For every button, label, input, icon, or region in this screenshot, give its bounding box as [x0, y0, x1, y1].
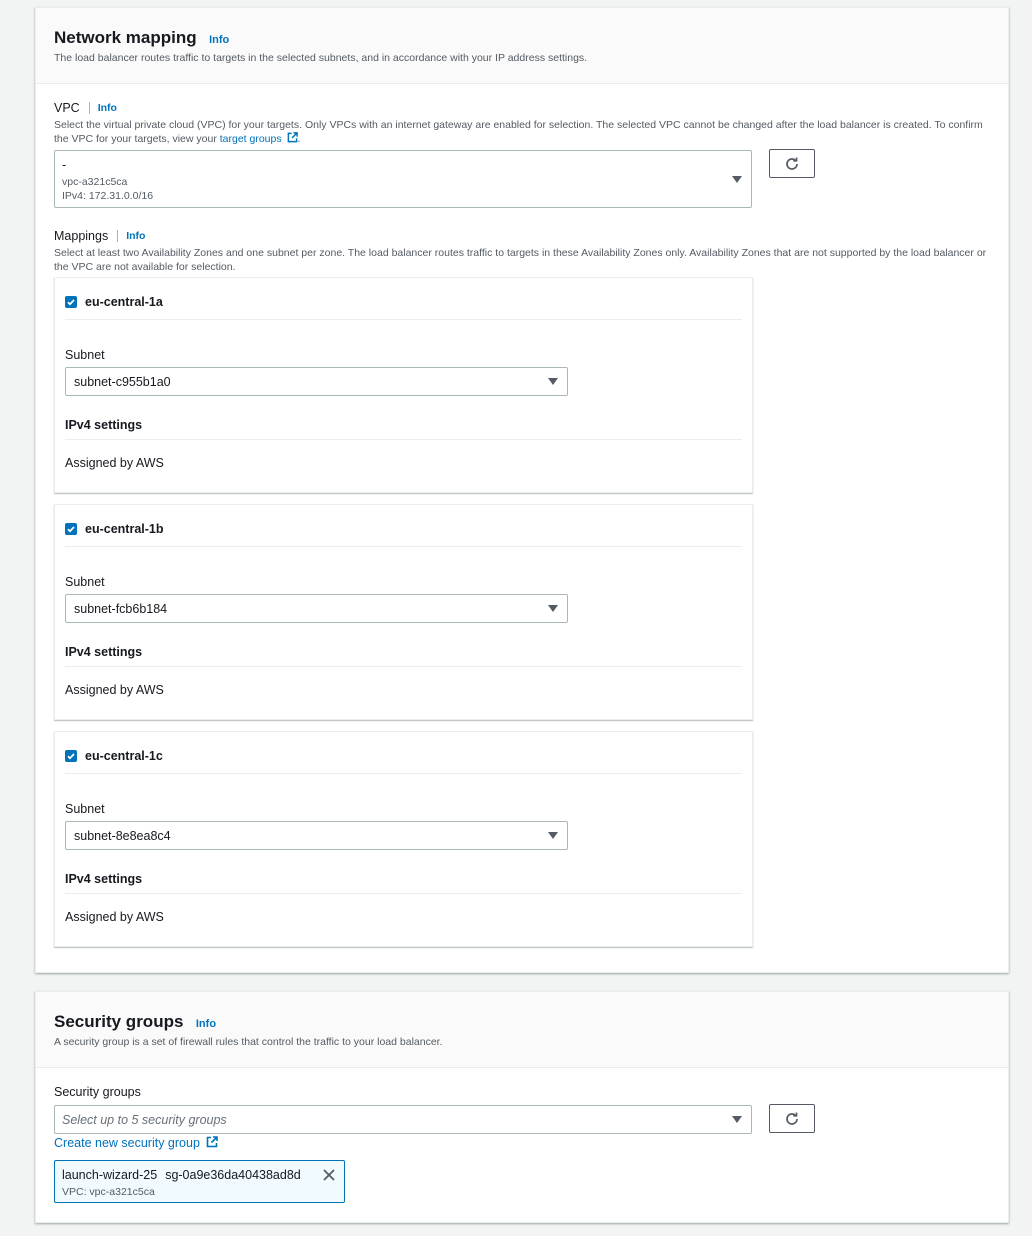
checkbox-checked-icon[interactable]	[65, 750, 77, 762]
security-groups-info-link[interactable]: Info	[195, 1018, 217, 1030]
mappings-info-link[interactable]: Info	[126, 230, 146, 242]
mappings-label: Mappings	[54, 229, 109, 243]
close-icon[interactable]	[322, 1168, 336, 1182]
mappings-label-divider	[117, 230, 118, 242]
ipv4-settings-heading: IPv4 settings	[65, 418, 742, 440]
az-name: eu-central-1c	[85, 749, 163, 763]
security-group-vpc: VPC: vpc-a321c5ca	[62, 1186, 155, 1198]
az-header	[65, 296, 742, 320]
caret-down-icon	[548, 605, 558, 612]
network-mapping-header	[36, 8, 1008, 84]
vpc-label: VPC	[54, 101, 80, 115]
vpc-selected-id: vpc-a321c5ca	[62, 176, 128, 188]
external-link-icon[interactable]	[287, 132, 298, 143]
vpc-description-end: .	[297, 133, 301, 145]
external-link-icon[interactable]	[206, 1136, 218, 1148]
vpc-info-link[interactable]: Info	[97, 102, 117, 114]
subnet-label: Subnet	[65, 575, 105, 589]
checkbox-checked-icon[interactable]	[65, 523, 77, 535]
caret-down-icon	[732, 176, 742, 183]
subnet-select[interactable]	[65, 367, 568, 396]
az-name: eu-central-1b	[85, 522, 164, 536]
mappings-description: Select at least two Availability Zones and one subnet per zone. The load balancer routes traffic to targets in these Availability Zones only. Availability Zones that are not supported by the load balancer or the VPC are not available for selection.	[54, 247, 987, 273]
ipv4-settings-heading: IPv4 settings	[65, 645, 742, 667]
security-groups-placeholder: Select up to 5 security groups	[62, 1113, 227, 1127]
caret-down-icon	[548, 832, 558, 839]
az-card-eu-central-1c	[54, 731, 753, 947]
az-header	[65, 523, 742, 547]
ipv4-assigned-value: Assigned by AWS	[65, 683, 164, 697]
ipv4-assigned-value: Assigned by AWS	[65, 910, 164, 924]
refresh-icon	[784, 156, 800, 172]
vpc-label-row	[54, 101, 117, 115]
az-header	[65, 750, 742, 774]
az-card-eu-central-1b	[54, 504, 753, 720]
ipv4-settings-heading: IPv4 settings	[65, 872, 742, 894]
network-mapping-title: Network mapping	[54, 28, 197, 47]
vpc-description-text: Select the virtual private cloud (VPC) for your targets. Only VPCs with an internet gateway are enabled for selection. The selected VPC cannot be changed after the load balancer is created. To confirm the VPC for your targets, view your	[54, 119, 983, 145]
vpc-refresh-button[interactable]	[769, 149, 815, 178]
vpc-selected-name: -	[62, 158, 67, 172]
create-security-group-link[interactable]: Create new security group	[54, 1136, 200, 1150]
security-group-token	[54, 1160, 345, 1203]
vpc-selected-cidr: IPv4: 172.31.0.0/16	[62, 190, 154, 202]
subnet-select[interactable]	[65, 821, 568, 850]
network-mapping-panel	[35, 7, 1009, 973]
caret-down-icon	[732, 1116, 742, 1123]
checkbox-checked-icon[interactable]	[65, 296, 77, 308]
ipv4-assigned-value: Assigned by AWS	[65, 456, 164, 470]
caret-down-icon	[548, 378, 558, 385]
vpc-description	[54, 118, 994, 146]
token-main-row	[62, 1168, 301, 1182]
security-group-id: sg-0a9e36da40438ad8d	[165, 1168, 301, 1182]
refresh-icon	[784, 1111, 800, 1127]
security-groups-header	[36, 992, 1008, 1068]
az-card-eu-central-1a	[54, 277, 753, 493]
network-mapping-info-link[interactable]: Info	[209, 34, 230, 46]
subnet-label: Subnet	[65, 348, 105, 362]
az-name: eu-central-1a	[85, 295, 163, 309]
vpc-label-divider	[89, 102, 90, 114]
vpc-select[interactable]	[54, 150, 752, 208]
security-groups-panel	[35, 991, 1009, 1223]
mappings-label-row	[54, 229, 145, 243]
target-groups-link[interactable]: target groups	[219, 133, 282, 145]
subnet-value: subnet-fcb6b184	[74, 602, 168, 616]
network-mapping-description: The load balancer routes traffic to targets in the selected subnets, and in accordance with your IP address settings.	[54, 52, 588, 64]
security-group-name: launch-wizard-25	[62, 1168, 158, 1182]
subnet-select[interactable]	[65, 594, 568, 623]
security-groups-select[interactable]	[54, 1105, 752, 1134]
subnet-value: subnet-c955b1a0	[74, 375, 171, 389]
security-groups-refresh-button[interactable]	[769, 1104, 815, 1133]
create-security-group-link-row	[54, 1136, 218, 1150]
security-groups-title: Security groups	[54, 1012, 184, 1031]
security-groups-field-label: Security groups	[54, 1085, 141, 1099]
subnet-value: subnet-8e8ea8c4	[74, 829, 171, 843]
subnet-label: Subnet	[65, 802, 105, 816]
security-groups-description: A security group is a set of firewall rules that control the traffic to your load balancer.	[54, 1036, 443, 1048]
